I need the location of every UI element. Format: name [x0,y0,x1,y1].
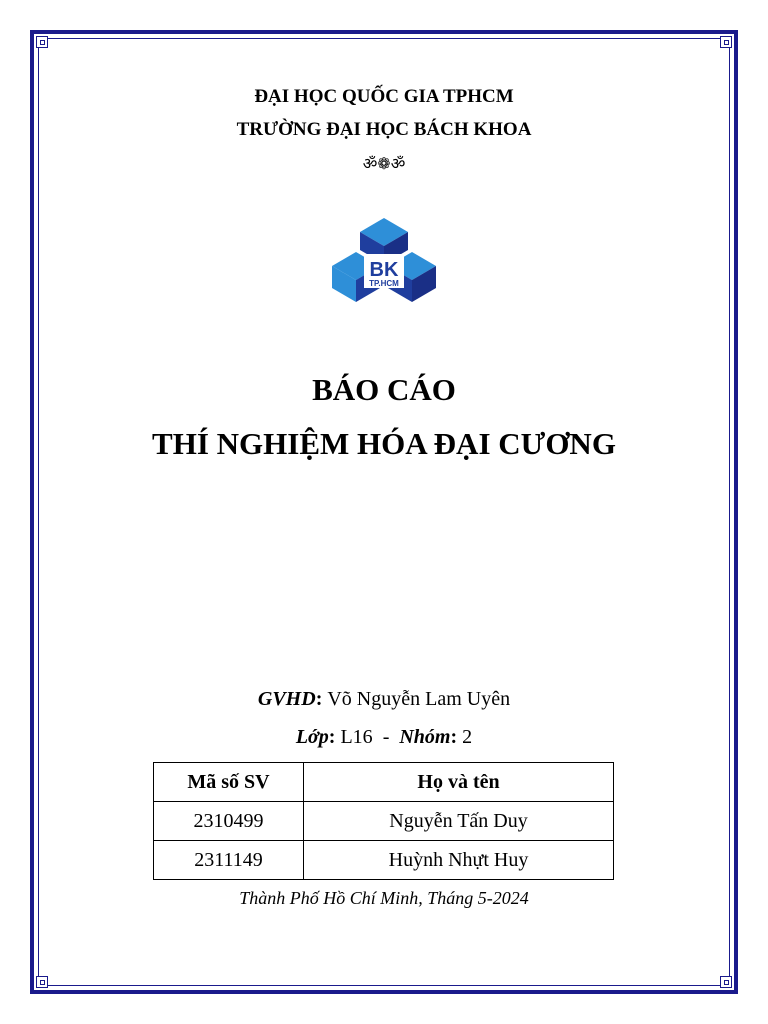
separator: - [382,726,390,748]
border-corner-ornament [36,976,48,988]
student-name-cell: Huỳnh Nhựt Huy [304,841,614,880]
members-table [153,762,614,880]
border-corner-ornament [720,36,732,48]
group-value: 2 [462,726,473,748]
student-id-cell: 2311149 [154,841,304,880]
class-group-line: Lớp: L16 - Nhóm: 2 [295,726,473,748]
border-corner-ornament [36,36,48,48]
logo-text-main: BK [369,259,399,281]
report-subtitle: THÍ NGHIỆM HÓA ĐẠI CƯƠNG [152,426,616,461]
header-full-name: Họ và tên [304,763,614,802]
bk-logo [330,216,438,306]
place-date: Thành Phố Hồ Chí Minh, Tháng 5-2024 [239,888,529,908]
group-label: Nhóm [399,726,451,748]
instructor-label: GVHD [257,688,316,710]
report-title: BÁO CÁO [312,372,456,407]
instructor-line: GVHD: Võ Nguyễn Lam Uyên [257,688,511,710]
table-row [154,841,614,880]
table-header-row [154,763,614,802]
ornament-divider: ॐ❁ॐ [362,156,406,173]
logo-text-sub: TP.HCM [369,279,399,288]
school-name: TRƯỜNG ĐẠI HỌC BÁCH KHOA [236,119,532,140]
table-row [154,802,614,841]
instructor-name: Võ Nguyễn Lam Uyên [327,688,511,710]
student-name-cell: Nguyễn Tấn Duy [304,802,614,841]
class-label: Lớp [295,726,329,748]
student-id-cell: 2310499 [154,802,304,841]
border-corner-ornament [720,976,732,988]
header-student-id: Mã số SV [154,763,304,802]
class-value: L16 [340,726,373,748]
university-name: ĐẠI HỌC QUỐC GIA TPHCM [254,86,514,107]
